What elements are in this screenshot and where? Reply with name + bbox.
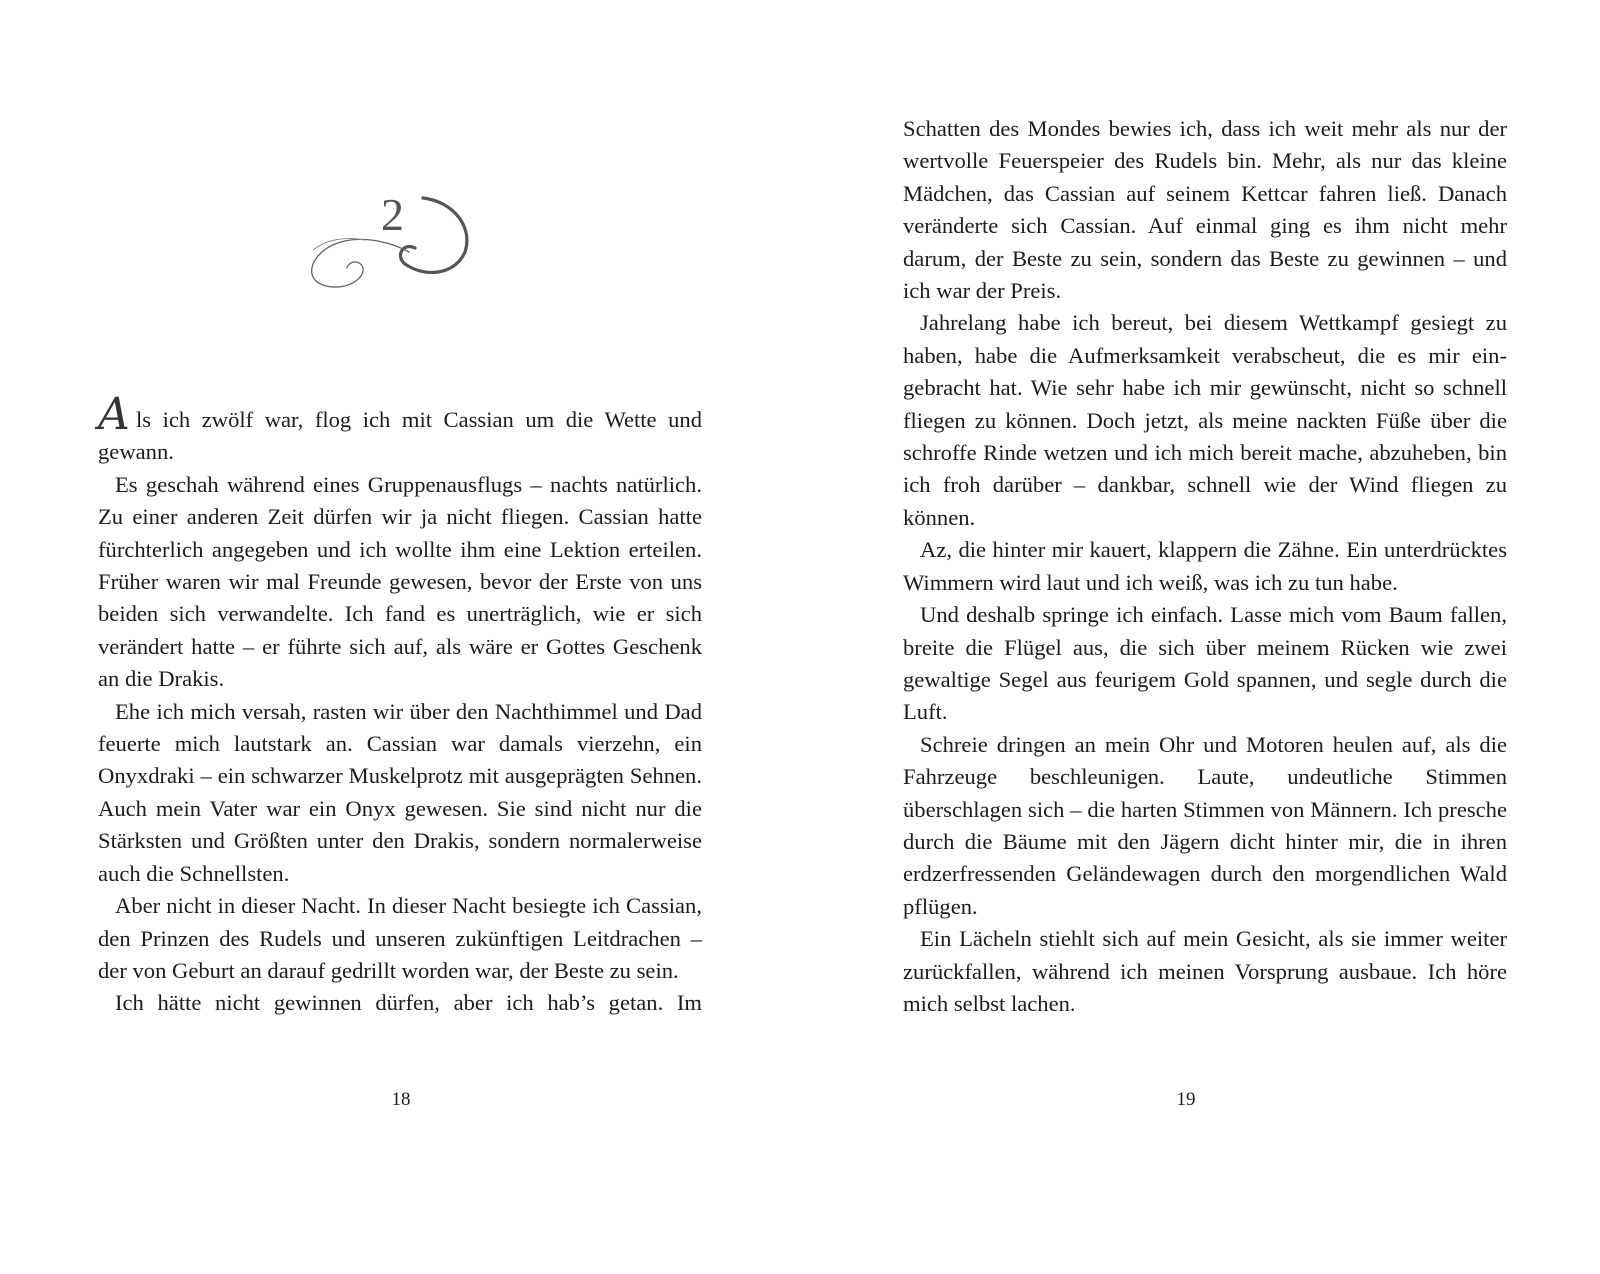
paragraph: Schatten des Mondes bewies ich, dass ich weit mehr als nur der wertvolle Feuerspeier des Rudels bin. Mehr, als nur das kleine Mädchen, das Cassian auf seinem Kettcar fahren ließ. Danach veränderte sich Cassian. Auf einmal ging es ihm nicht mehr darum, der Beste zu sein, sondern das Beste zu gewinnen – und ich war der Preis. [903, 116, 1507, 304]
paragraph: Ein Lächeln stiehlt sich auf mein Gesicht, als sie immer weiter zurückfallen, während ich meinen Vorsprung ausbaue. Ich höre mich selbst lachen. [903, 926, 1507, 1016]
left-page-body [98, 389, 702, 1020]
paragraph: Ich hätte nicht gewinnen dürfen, aber ich hab’s getan. Im [115, 990, 702, 1016]
paragraph: Jahrelang habe ich bereut, bei diesem Wettkampf gesiegt zu haben, habe die Aufmerksamkeit verabscheut, die es mir eingebracht hat. Wie sehr habe ich mir gewünscht, nicht so schnell fliegen zu können. Doch jetzt, als meine nackten Füße über die schroffe Rinde wetzen und ich mich bereit mache, abzuheben, bin ich froh darüber – dankbar, schnell wie der Wind fliegen zu können. [903, 310, 1507, 530]
paragraph: Schreie dringen an mein Ohr und Motoren heulen auf, als die Fahrzeuge beschleunigen. Laute, undeutliche Stimmen überschlagen sich – die harten Stimmen von Männern. Ich presche durch die Bäume mit den Jägern dicht hinter mir, die in ihren erdzerfressenden Geländewagen durch den morgendlichen Wald pflügen. [903, 731, 1507, 919]
right-page [800, 0, 1600, 1274]
right-page-body [903, 113, 1507, 1020]
paragraph: Es geschah während eines Gruppenausflugs – nachts natürlich. Zu einer anderen Zeit dürfen wir ja nicht fliegen. Cassian hatte fürchterlich angegeben und ich wollte ihm eine Lektion erteilen. Früher waren wir mal Freunde gewesen, bevor der Erste von uns beiden sich verwandelte. Ich fand es unerträglich, wie er sich verändert hatte – er führte sich auf, als wäre er Gottes Geschenk an die Drakis. [98, 471, 702, 692]
chapter-heading [305, 190, 480, 300]
page-number-right: 19 [1176, 1089, 1196, 1110]
paragraph: Aber nicht in dieser Nacht. In dieser Nacht besiegte ich Cassian, den Prinzen des Rudels und unseren zukünftigen Leitdrachen – der von Geburt an darauf gedrillt worden war, der Beste zu sein. [98, 893, 702, 983]
paragraph: Als ich zwölf war, flog ich mit Cassian um die Wette und gewann. [98, 389, 702, 465]
chapter-number: 2 [381, 189, 404, 240]
paragraph: Az, die hinter mir kauert, klappern die Zähne. Ein unterdrücktes Wimmern wird laut und ich weiß, was ich zu tun habe. [903, 537, 1507, 595]
paragraph: Ehe ich mich versah, rasten wir über den Nachthimmel und Dad feuerte mich lautstark an. Cassian war damals vierzehn, ein Onyxdraki – ein schwarzer Muskelprotz mit ausgeprägten Sehnen. Auch mein Vater war ein Onyx gewesen. Sie sind nicht nur die Stärksten und Größten unter den Drakis, sondern normalerweise auch die Schnellsten. [98, 698, 702, 886]
paragraph: Und deshalb springe ich einfach. Lasse mich vom Baum fallen, breite die Flügel aus, die sich über meinem Rücken wie zwei gewaltige Segel aus feurigem Gold spannen, und segle durch die Luft. [903, 602, 1507, 725]
page-number-left: 18 [391, 1089, 411, 1110]
drop-cap: A [98, 389, 130, 440]
